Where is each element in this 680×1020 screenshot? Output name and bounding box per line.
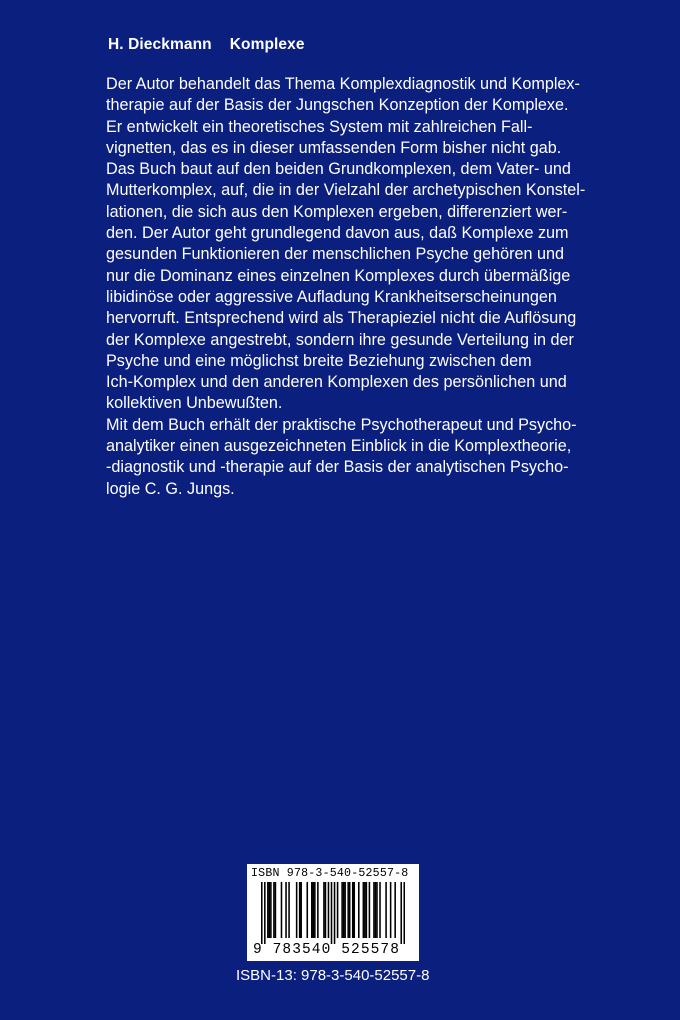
blurb-line: -diagnostik und -therapie auf der Basis der analytischen Psycho-	[106, 458, 569, 477]
blurb-line: therapie auf der Basis der Jungschen Konzeption der Komplexe.	[106, 96, 569, 115]
barcode-bars	[261, 882, 405, 944]
blurb-line: Der Autor behandelt das Thema Komplexdiagnostik und Komplex-	[106, 75, 580, 93]
blurb-line: Er entwickelt ein theoretisches System mit zahlreichen Fall-	[106, 117, 533, 136]
barcode-bar	[331, 882, 333, 944]
barcode-bar	[325, 882, 327, 938]
barcode-bar	[281, 882, 283, 938]
blurb-line: Psyche und eine möglichst breite Beziehung zwischen dem	[106, 351, 532, 370]
barcode-bar	[366, 882, 368, 938]
barcode-panel	[247, 864, 419, 961]
barcode-bar	[369, 882, 371, 938]
barcode-bar	[306, 882, 308, 938]
blurb-line: analytiker einen ausgezeichneten Einblick in die Komplextheorie,	[106, 437, 572, 456]
barcode-bar	[343, 882, 345, 938]
barcode-bar	[270, 882, 272, 938]
barcode-bar	[390, 882, 392, 938]
barcode-bar	[314, 882, 316, 938]
barcode-bar	[347, 882, 349, 938]
barcode-bar	[337, 882, 339, 938]
blurb-line: Mutterkomplex, auf, die in der Vielzahl der archetypischen Konstel-	[106, 181, 586, 200]
blurb-line: Ich-Komplex und den anderen Komplexen des persönlichen und	[106, 373, 567, 392]
barcode-bar	[403, 882, 405, 944]
barcode-bar	[352, 882, 354, 938]
book-title: Komplexe	[229, 36, 305, 53]
barcode-bar	[349, 882, 351, 938]
blurb-line: den. Der Autor geht grundlegend davon aus, daß Komplexe zum	[106, 224, 569, 243]
barcode-bar	[373, 882, 375, 938]
barcode-bar	[299, 882, 301, 938]
blurb-line: gesunden Funktionieren der menschlichen Psyche gehören und	[106, 245, 565, 264]
blurb-line: hervorruft. Entsprechend wird als Therapieziel nicht die Auflösung	[106, 309, 577, 328]
barcode-bar	[317, 882, 319, 938]
barcode-bar	[344, 882, 346, 938]
author-name: H. Dieckmann	[108, 36, 212, 53]
barcode-bar	[288, 882, 290, 938]
isbn13-text: ISBN-13: 978-3-540-52557-8	[236, 967, 430, 984]
cover-heading	[108, 36, 305, 54]
blurb-line: vignetten, das es in dieser umfassenden Form bisher nicht gab.	[106, 138, 562, 157]
barcode-bar	[375, 882, 377, 938]
barcode-bar	[264, 882, 266, 944]
barcode-bar	[400, 882, 402, 944]
barcode-bar	[334, 882, 336, 944]
barcode-bar	[269, 882, 271, 938]
blurb-line: kollektiven Unbewußten.	[106, 394, 283, 413]
barcode-bar	[285, 882, 287, 938]
barcode-bar	[267, 882, 269, 938]
barcode-bar	[313, 882, 315, 938]
blurb-line: Mit dem Buch erhält der praktische Psychotherapeut und Psycho-	[106, 415, 577, 434]
blurb-line: lationen, die sich aus den Komplexen ergeben, differenziert wer-	[106, 202, 568, 221]
blurb-line: nur die Dominanz eines einzelnen Komplexes durch übermäßige	[106, 266, 571, 285]
blurb-line: Das Buch baut auf den beiden Grundkomplexen, dem Vater- und	[106, 160, 571, 179]
blurb-text	[106, 74, 586, 500]
barcode-bar	[328, 882, 330, 938]
barcode-bar	[273, 882, 275, 938]
barcode-bar	[379, 882, 381, 938]
barcode-bar	[363, 882, 365, 938]
barcode-bar	[394, 882, 396, 938]
barcode-bar	[275, 882, 277, 938]
barcode-bar	[353, 882, 355, 938]
barcode-ean-digits: 9 783540 525578	[253, 942, 401, 958]
barcode-bar	[296, 882, 298, 938]
blurb-line: der Komplexe angestrebt, sondern ihre gesunde Verteilung in der	[106, 330, 574, 349]
barcode-bar	[341, 882, 343, 938]
barcode-bar	[364, 882, 366, 938]
barcode-bar	[376, 882, 378, 938]
barcode-bar	[300, 882, 302, 938]
blurb-line: libidinöse oder aggressive Aufladung Krankheitserscheinungen	[106, 287, 557, 306]
blurb-line: logie C. G. Jungs.	[106, 479, 235, 498]
barcode-bar	[261, 882, 263, 944]
barcode-bar	[323, 882, 325, 938]
barcode-bar	[358, 882, 360, 938]
barcode-isbn-label: ISBN 978-3-540-52557-8	[251, 867, 409, 880]
barcode-bar	[311, 882, 313, 938]
barcode-bar	[385, 882, 387, 938]
